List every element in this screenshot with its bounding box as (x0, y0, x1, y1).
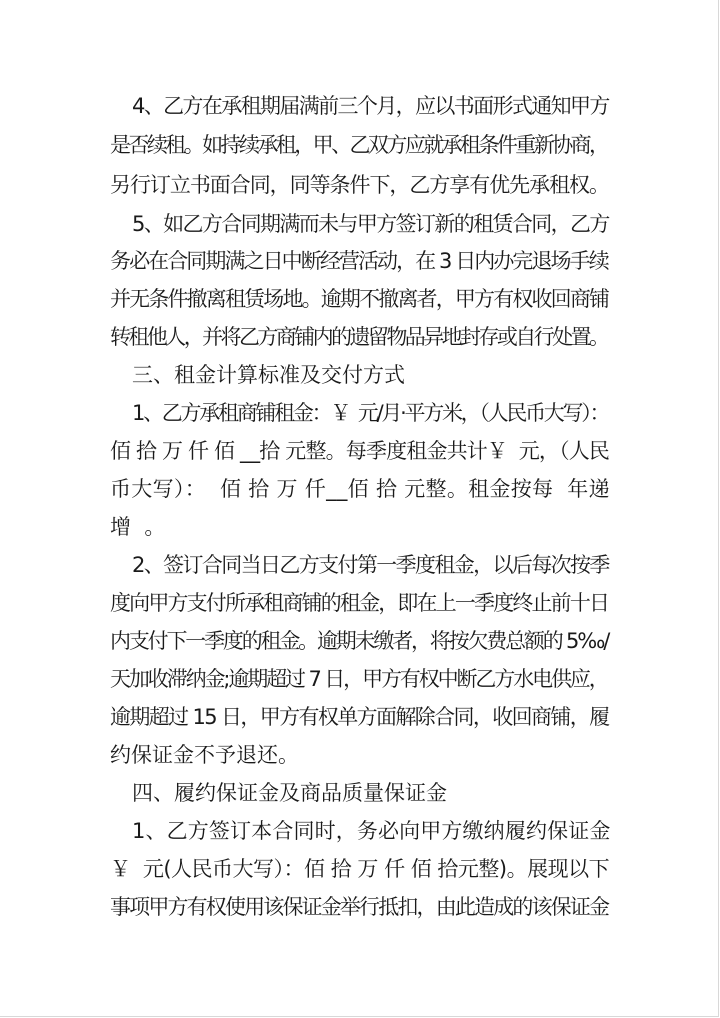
text-line: 1、乙方签订本合同时，务必向甲方缴纳履约保证金 (132, 819, 611, 843)
text-line: 5、如乙方合同期满而未与甲方签订新的租赁合同，乙方 (132, 212, 609, 236)
text-line: 转租他人，并将乙方商铺内的遗留物品异地封存或自行处置。 (110, 325, 608, 349)
text-line: 事项甲方有权使用该保证金举行抵扣，由此造成的该保证金 (110, 895, 609, 919)
text-line: 佰 拾 万 仟 佰 __拾 元整。每季度租金共计￥ 元，（人民 (110, 439, 610, 463)
text-line: 2、签订合同当日乙方支付第一季度租金，以后每次按季 (132, 553, 609, 577)
text-line: 币大写）： 佰 拾 万 仟__佰 拾 元整。租金按每 年递 (110, 477, 610, 501)
text-line: 并无条件撤离租赁场地。逾期不撤离者，甲方有权收回商铺 (110, 287, 609, 311)
text-line: 4、乙方在承租期届满前三个月，应以书面形式通知甲方 (132, 94, 609, 118)
text-line: 1、乙方承租商铺租金：￥ 元/月·平方米，（人民币大写）： (132, 401, 609, 425)
text-line: 度向甲方支付所承租商铺的租金，即在上一季度终止前十日 (110, 591, 609, 615)
text-line: 天加收滞纳金;逾期超过 7 日，甲方有权中断乙方水电供应， (110, 667, 608, 691)
section-heading: 四、履约保证金及商品质量保证金 (132, 781, 447, 805)
text-line: ￥ 元(人民币大写）：佰 拾 万 仟 佰 拾元整)。展现以下 (110, 857, 610, 881)
text-line: 另行订立书面合同，同等条件下，乙方享有优先承租权。 (110, 173, 609, 197)
text-line: 务必在合同期满之日中断经营活动，在 3 日内办完退场手续 (110, 249, 608, 273)
text-line: 内支付下一季度的租金。逾期未缴者，将按欠费总额的 5‰/ (110, 629, 609, 653)
text-line: 增 。 (110, 515, 166, 539)
text-line: 约保证金不予退还。 (110, 743, 299, 767)
text-line: 是否续租。如持续承租，甲、乙双方应就承租条件重新协商， (110, 133, 608, 157)
section-heading: 三、租金计算标准及交付方式 (132, 363, 405, 387)
text-line: 逾期超过 15 日，甲方有权单方面解除合同，收回商铺，履 (110, 705, 609, 729)
